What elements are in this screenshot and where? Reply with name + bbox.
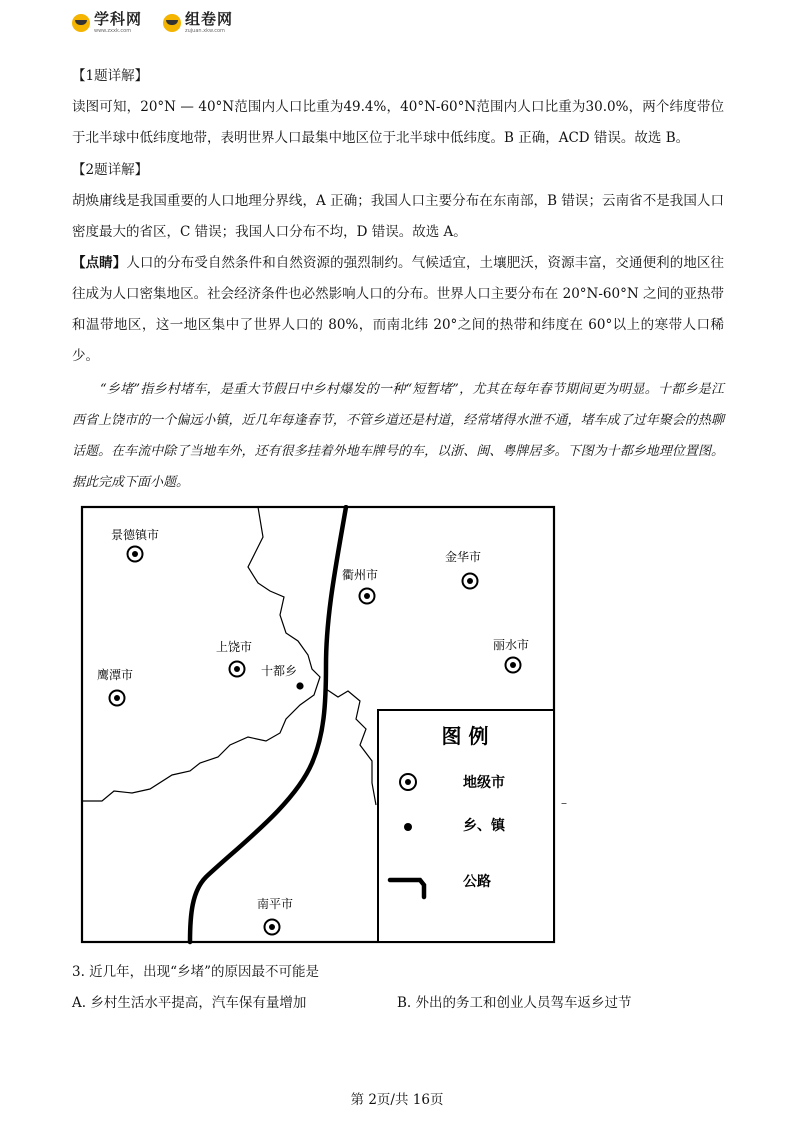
logo-mascot-icon — [72, 14, 90, 32]
q2-heading: 【2题详解】 — [72, 162, 149, 178]
city-label: 景德镇市 — [110, 528, 160, 542]
page-number: 第 2页/共 16页 — [350, 1092, 444, 1108]
legend-road-label: 公路 — [463, 874, 491, 890]
passage-text: “乡堵”指乡村堵车，是重大节假日中乡村爆发的一种“短暂堵”，尤其在每年春节期间更为明显。十都乡是江西省上饶市的一个偏远小镇，近几年每逢春节，不管乡道还是村道，经常堵得水泄不通，堵车成了过年聚会的热聊话题。在车流中除了当地车外，还有很多挂着外地车牌号的车，以浙、闽、粤牌居多。下图为十都乡地理位置图。据此完成下面小题。 — [72, 382, 724, 490]
city-label: 丽水市 — [492, 638, 530, 652]
q1-explanation: 读图可知，20°N — 40°N范围内人口比重为49.4%，40°N-60°N范围内人口比重为30.0%，两个纬度带位于北半球中低纬度地带，表明世界人口最集中地区位于北半球中低纬度。B 正确，ACD 错误。故选 B。 — [72, 99, 724, 146]
zujuanwang-logo — [163, 12, 233, 34]
city-label: 上饶市 — [215, 640, 253, 654]
shidu-location-map — [80, 505, 556, 945]
tip-body: 人口的分布受自然条件和自然资源的强烈制约。气候适宜，土壤肥沃，资源丰富，交通便利的地区往往成为人口密集地区。社会经济条件也必然影响人口的分布。世界人口主要分布在 20°N-60°N 之间的亚热带和温带地区，这一地区集中了世界人口的 80%，而南北纬 20°之间的热带和纬度在 60°以上的寒带人口稀少。 — [72, 255, 725, 364]
question-3-stem: 3. 近几年，出现“乡堵”的原因最不可能是 — [72, 964, 319, 980]
legend-town-label: 乡、镇 — [463, 818, 505, 834]
town-label: 十都乡 — [260, 664, 298, 678]
city-label: 南平市 — [256, 897, 294, 911]
logo-name: 组卷网 — [185, 10, 234, 28]
q2-explanation: 胡焕庸线是我国重要的人口地理分界线，A 正确；我国人口主要分布在东南部，B 错误；云南省不是我国人口密度最大的省区，C 错误；我国人口分布不均，D 错误。故选 A。 — [72, 193, 724, 240]
tip-paragraph — [72, 248, 724, 372]
logo-mascot-icon — [163, 14, 181, 32]
city-label: 金华市 — [444, 550, 482, 564]
logo-url: zujuan.xkw.com — [185, 28, 225, 34]
q1-heading: 【1题详解】 — [72, 68, 149, 84]
city-label: 鹰潭市 — [96, 668, 134, 682]
legend-city-label: 地级市 — [463, 775, 505, 791]
logo-url: www.zxxk.com — [94, 28, 132, 34]
logo-name: 学科网 — [94, 10, 143, 28]
side-mark: – — [561, 796, 567, 810]
city-label: 衢州市 — [341, 568, 379, 582]
legend-title: 图 例 — [441, 724, 489, 748]
tip-label: 【点睛】 — [72, 255, 127, 271]
option-a: A. 乡村生活水平提高，汽车保有量增加 — [72, 995, 307, 1011]
xuekewang-logo — [72, 12, 142, 34]
legend-town-icon — [404, 823, 412, 831]
map-legend — [378, 710, 554, 942]
option-b: B. 外出的务工和创业人员驾车返乡过节 — [397, 995, 632, 1011]
